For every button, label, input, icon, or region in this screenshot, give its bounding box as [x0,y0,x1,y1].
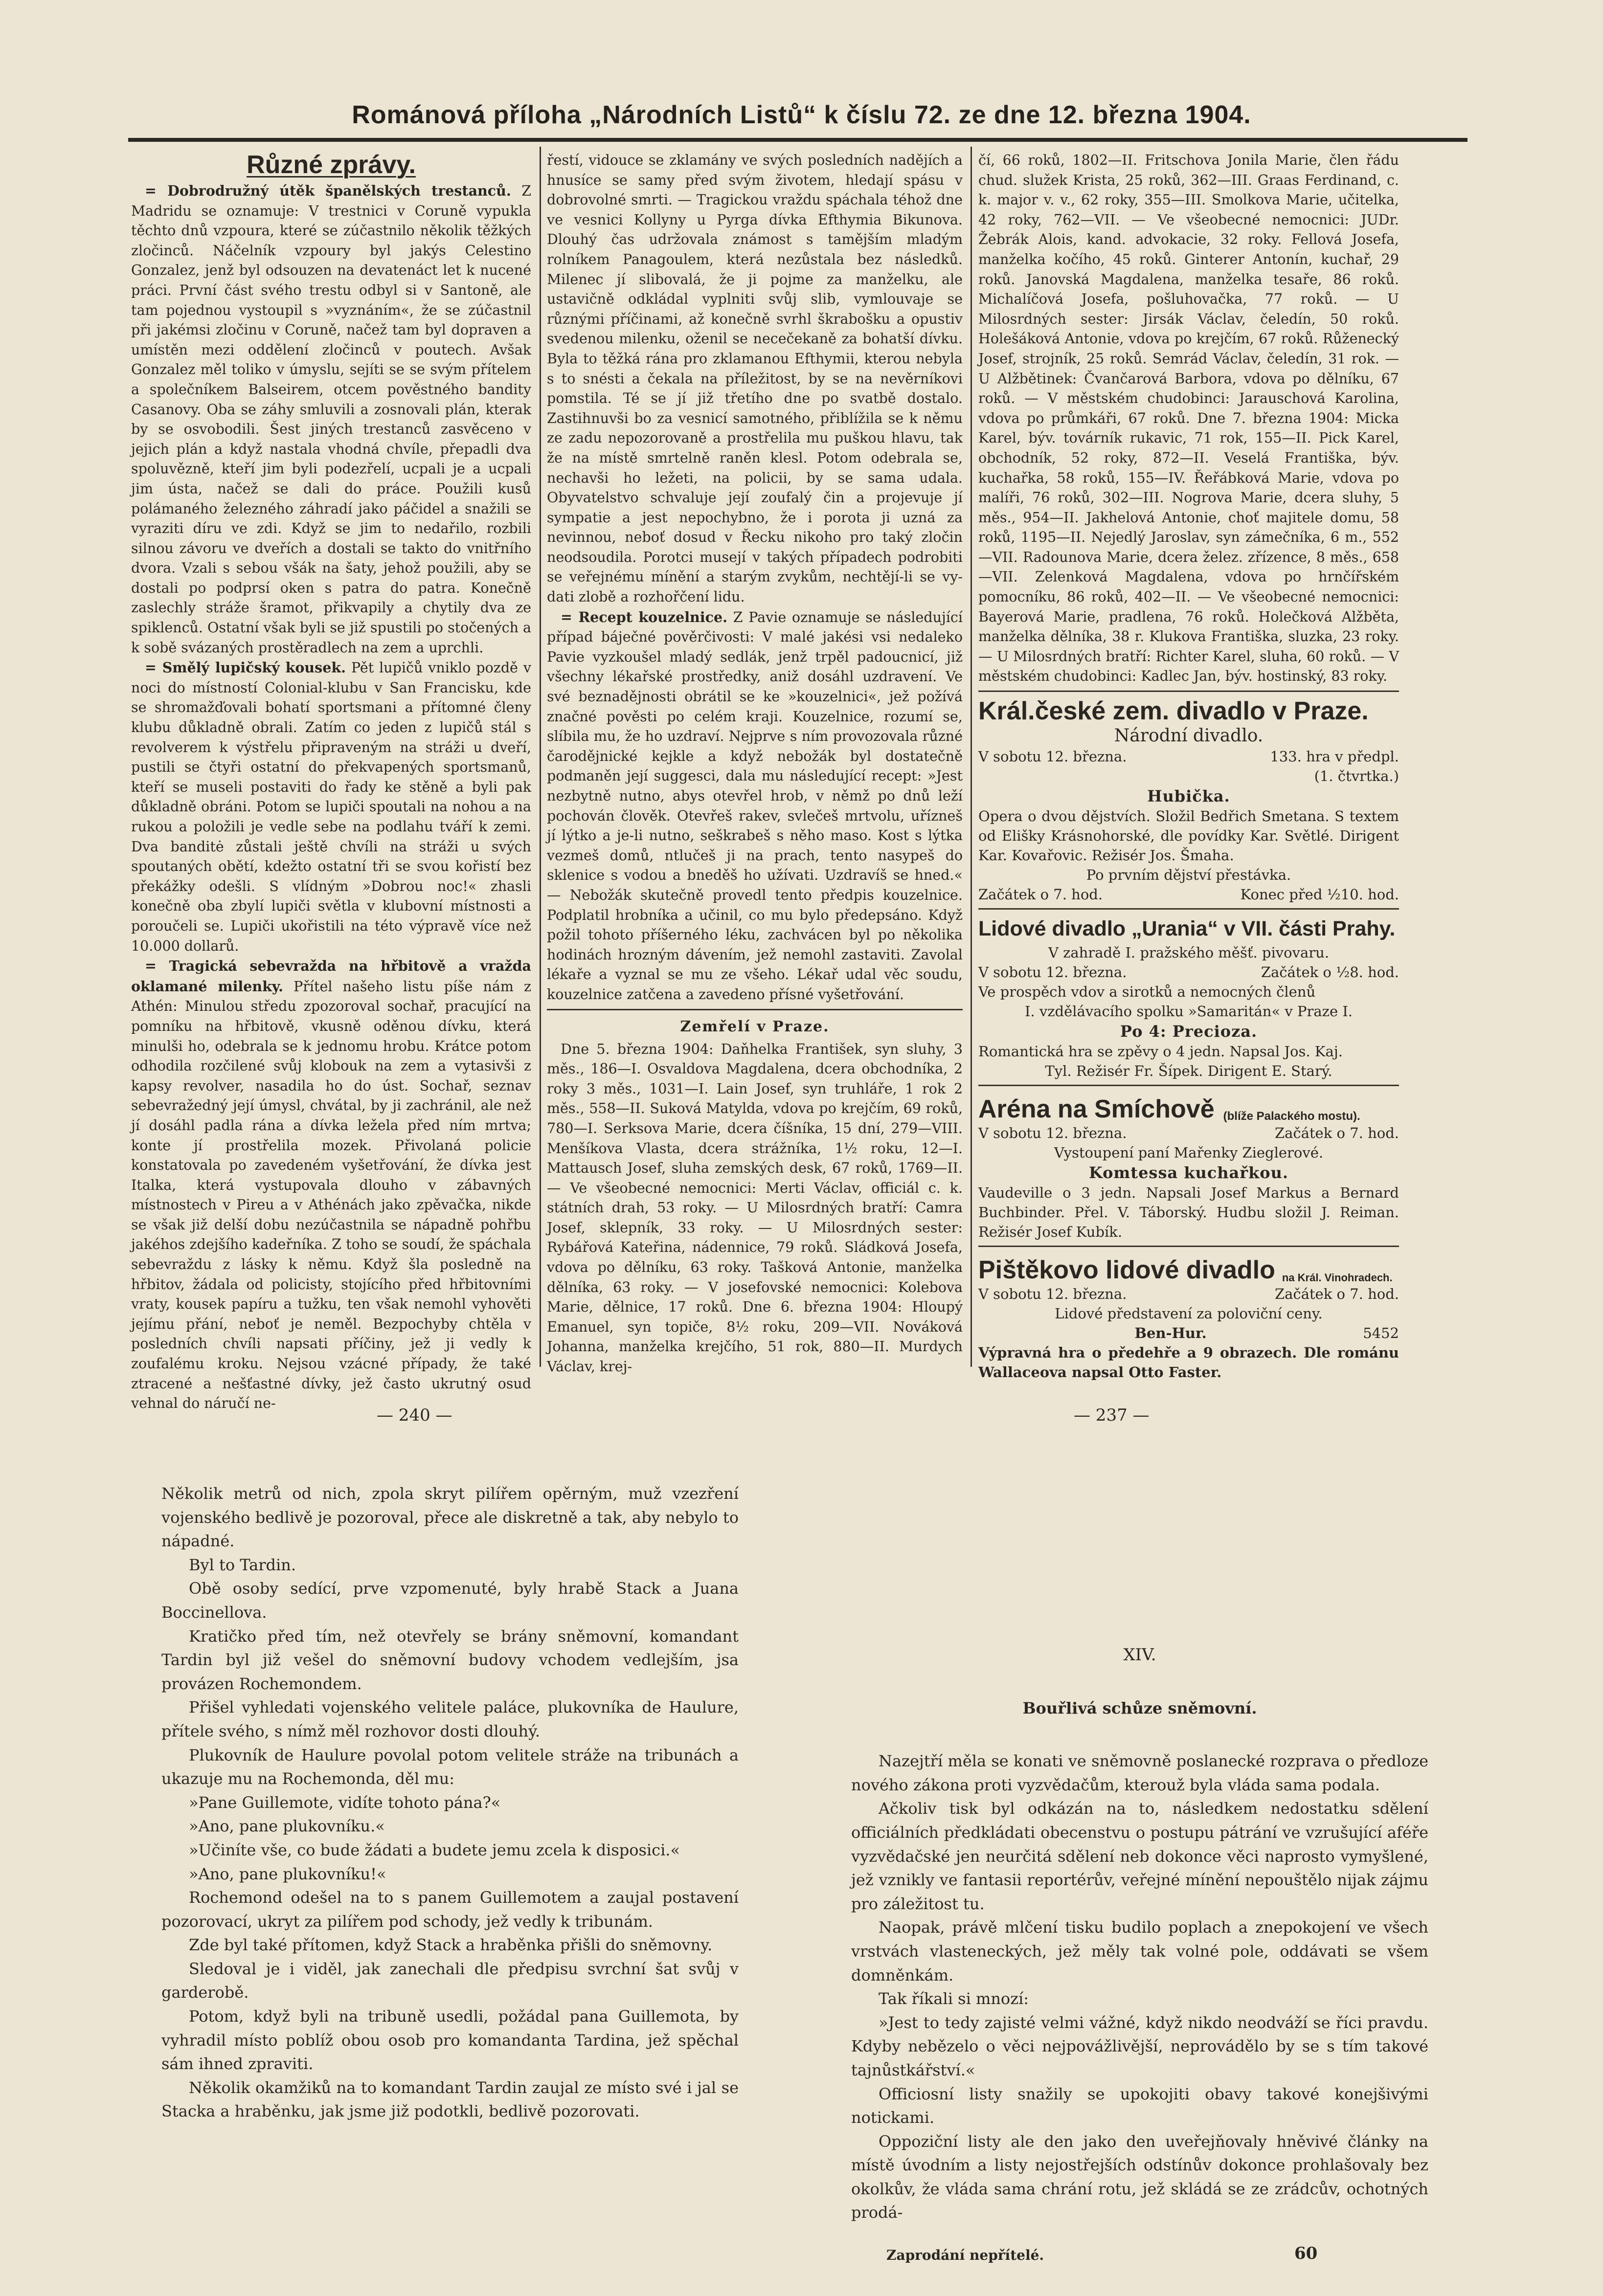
column-separator [971,147,972,1367]
novel-paragraph: Byl to Tardin. [189,1555,296,1574]
novel-paragraph: »Ano, pane plukovníku!« [189,1864,386,1883]
novel-paragraph: Naopak, právě mlčení tisku budilo poplach a znepokojení ve všech vrstvách vlasteneckých, jež měly tak volné pole, oddávati se všem domněnkám. [851,1918,1428,1984]
divider [978,908,1399,910]
theater-guest: Vystoupení paní Mařenky Zieglerové. [1054,1144,1324,1161]
news-text: Přítel našeho listu píše nám z Athén: Minulou středu zpozoroval sochař, pracující na pomníku na hřbitově, vkusně oděnou dívku, která minulši ho, odebrala se k jednomu hrobu. Krátce potom odhodila rozčilené svůj klobouk na zem a vytasivši z kapsy revolver, nasadila ho do úst. Sochař, seznav sebevražedný její úmysl, chvátal, by ji zachránil, ale než jí dosáhl padla rána a dívka ležela před ním mrtva; konte jí prostřelila mozek. Přivolaná policie konstatovala po zavedeném vyšetřování, že dívka jest Italka, která vystupovala dlouho v zábavných místnostech v Pireu a v Athénách jako zpěvačka, nikde se však již delší dobu nezúčastnila se nápadně pohřbu jakéhos zdejšího kadeřníka. Z toho se soudí, že spáchala sebevraždu z lásky k němu. Když šla posledně na hřbitov, žádala od policisty, stojícího před hřbitovními vraty, kousek papíru a tužku, ten však nemohl vyhověti jejímu přání, neboť je neměl. Bezpochyby chtěla v posledních chvíli napsati příčiny, jež ji vedly k zoufalému kroku. Nejsou vzácné případy, že také ztracené a nešťastné dívky, jež často ukrutný osud vehnal do náručí ne- [131,978,531,1412]
novel-page-240 [161,1482,739,2123]
column-separator [540,147,541,1367]
theater-line: I. vzdělávacího spolku »Samaritán« v Praze I. [1024,1003,1353,1020]
masthead-rule [128,138,1468,142]
news-item [547,607,963,1005]
deaths-list-continued: čí, 66 roků, 1802—II. Fritschova Jonila Marie, člen řádu chud. služek Krista, 25 roků, 362—III. Graas Ferdinand, c. k. major v. v., 62 roky, 355—III. Smolkova Marie, učitelka, 42 roky, 762—VII. — Ve všeobecné nemocnici: JUDr. Žebrák Alois, kand. advokacie, 32 roky. Fellová Josefa, manželka kočího, 45 roků. Ginterer Antonín, kuchař, 29 roků. Janovská Magdalena, manželka tesaře, 86 roků. Michalíčová Josefa, pošluhovačka, 77 roků. — U Milosrdných sester: Jirsák Václav, čeledín, 50 roků. Holešáková Antonie, vdova po krejčím, 67 roků. Růženecký Josef, strojník, 25 roků. Semrád Václav, čeledín, 31 rok. — U Alžbětinek: Čvančarová Barbora, vdova po dělníku, 67 roků. — V městském chudobinci: Jarauschová Karolina, vdova po průmkáři, 67 roků. Dne 7. března 1904: Micka Karel, býv. továrník rukavic, 71 rok, 155—II. Pick Karel, obchodník, 52 roky, 872—II. Veselá Františka, býv. kuchařka, 58 roků, 155—IV. Řeřábková Marie, vdova po malíři, 76 roků, 302—III. Nogrova Marie, dcera sluhy, 5 měs., 954—II. Jakhelová Antonie, choť majitele domu, 58 roků, 1195—II. Nejedlý Jaroslav, syn zámečníka, 6 m., 552—VII. Radounova Marie, dcera želez. zřízence, 8 měs., 658—VII. Zelenková Magdalena, vdova po hrnčířském pomocníku, 86 roků, 402—II. — Ve všeobecné nemocnici: Bayerová Marie, pradlena, 76 roků. Holečková Alžběta, manželka dělníka, 38 r. Klukova Františka, sluzka, 23 roky. — U Milosrdných bratří: Richter Karel, sluha, 60 roků. — V městském chudobinci: Kadlec Jan, býv. hostinský, 83 roky. [978,152,1399,685]
page-number-right: — 237 — [1074,1405,1150,1425]
deaths-list: Dne 5. března 1904: Daňhelka František, syn sluhy, 3 měs., 186—I. Osvaldova Magdalena, dcera obchodníka, 2 roky 3 měs., 1031—I. Lain Josef, syn truhláře, 1 rok 2 měs., 558—II. Suková Matylda, vdova po krejčím, 69 roků, 780—I. Serksova Marie, dcera číšníka, 15 dní, 279—VIII. Menšíkova Vlasta, dcera strážníka, 1½ roku, 12—I. Mattausch Josef, sluha zemských desk, 67 roků, 1769—II. — Ve všeobecné nemocnici: Merti Václav, officiál c. k. státních drah, 53 roky. — U Milosrdných bratří: Camra Josef, sklepník, 33 roky. — U Milosrdných sester: Rybářová Kateřina, nádennice, 79 roků. Sládková Josefa, vdova po dělníku, 63 roky. Tašková Antonie, manželka dělníka, 63 roky. — V josefovské nemocnici: Kolebova Marie, dělnice, 17 roků. Dne 6. března 1904: Hloupý Emanuel, syn topiče, 8½ roku, 209—VII. Nováková Johanna, manželka krejčího, 51 rok, 880—II. Murdych Václav, krej- [547,1041,963,1375]
theater-play: Komtessa kuchařkou. [1088,1163,1289,1182]
theater-play: Hubička. [1147,787,1230,806]
news-headline: = Tragická sebevražda na hřbitově a vražda oklamané milenky. [131,958,531,995]
theater-desc: Opera o dvou dějstvích. Složil Bedřich Smetana. S textem od Elišky Krásnohorské, dle povídky Kar. Světlé. Dirigent Kar. Kovařovic. Režisér Jos. Šmaha. [978,808,1399,864]
theater-date: V sobotu 12. března. [978,1286,1127,1303]
novel-paragraph: Sledoval je i viděl, jak zanechali dle předpisu svrchní šat svůj v garderobě. [161,1959,739,2002]
column-1 [131,151,531,1414]
novel-paragraph: »Učiníte vše, co bude žádati a budete jemu zcela k disposici.« [189,1840,680,1859]
theater-line: Tyl. Režisér Fr. Šípek. Dirigent E. Starý. [1045,1063,1332,1080]
theater-line: Ve prospěch vdov a sirotků a nemocných členů [978,983,1316,1001]
ad-number: 5452 [1363,1325,1399,1342]
theater-date: V sobotu 12. března. [978,964,1127,981]
novel-paragraph: Obě osoby sedící, prve vzpomenuté, byly hrabě Stack a Juana Boccinellova. [161,1579,739,1622]
novel-paragraph: Oppoziční listy ale den jako den uveřejňovaly hněvivé články na místě úvodním a listy nejostřejších odstínův dokonce prohlašovaly bez okolkův, že vláda sama chrání rotu, jež skládá se ze zrádcův, ochotných prodá- [851,2132,1428,2222]
novel-paragraph: »Pane Guillemote, vidíte tohoto pána?« [189,1793,501,1812]
theater-perf-note: (1. čtvrtka.) [1314,768,1399,785]
theater-title: Aréna na Smíchově [978,1095,1215,1124]
novel-paragraph: Tak říkali si mnozí: [879,1989,1029,2008]
novel-paragraph: Několik okamžiků na to komandant Tardin zaujal ze místo své i jal se Stacka a hraběnku, jak jsme již podotkli, bedlivě pozorovati. [161,2078,739,2121]
news-headline: = Recept kouzelnice. [561,608,727,625]
theater-date: V sobotu 12. března. [978,748,1127,765]
novel-paragraph: Několik metrů od nich, zpola skryt pilířem opěrným, muž vzezření vojenského bedlivě je pozoroval, přece ale diskretně a tak, aby nebylo to nápadné. [161,1484,739,1551]
news-text: řestí, vidouce se zklamány ve svých posledních nadějích a hnusíce se samy před svým životem, hledají spásu v dobrovolné smrti. — Tragickou vraždu spáchala téhož dne ve vesnici Kollyny u Pyrga dívka Efthymia Bikunova. Dlouhý čas udržovala známost s tamějším mladým rolníkem Panagoulem, která nezůstala bez následků. Milenec jí slibovalá, že ji pojme za manželku, ale ustavičně odkládal vyplniti svůj slib, vymlouvaje se různými příčinami, až konečně svrhl škrabošku a opustiv svedenou milenku, oženil se necečekaně za bohatší dívku. Byla to těžká rána pro zklamanou Efthymii, kterou nebyla s to snésti a čekala na příležitost, by se na nevěrníkovi pomstila. Té se jí již třetího dne po svatbě dostalo. Zastihnuvši bo za vesnicí samotného, přiblížila se k němu ze zadu nepozorovaně a prostřelila mu puškou hlavu, tak že na místě smrtelně raněn klesl. Potom odebrala se, nechavši ho ležeti, na policii, by se sama udala. Obyvatelstvo schvaluje její zoufalý čin a projevuje jí sympatie a jest nepochybno, že i porota ji uzná za nevinnou, neboť dosud v Řecku nikoho pro taký zločin neodsoudila. Porotci musejí v takých případech podrobiti se veřejnému mínění a starým zvykům, nechtějí-li se vydati zlobě a rozhořčení lidu. [547,152,963,605]
theater-start: Začátek o 7. hod. [1274,1286,1399,1303]
deaths-title: Zemřelí v Praze. [680,1018,830,1035]
theater-start: Začátek o 7. hod. [978,886,1103,903]
divider [547,1009,963,1010]
novel-paragraph: Officiosní listy snažily se upokojiti obavy takové konejšivými notickami. [851,2084,1428,2127]
theater-date: V sobotu 12. března. [978,1125,1127,1142]
news-item [131,956,531,1414]
running-footer: Zaprodání nepřítelé. [886,2247,1044,2263]
theater-start: Začátek o ½8. hod. [1261,964,1399,981]
page-number-left: — 240 — [377,1405,452,1425]
news-headline: = Smělý lupičský kousek. [145,659,346,676]
theater-subtitle: V zahradě I. pražského měšť. pivovaru. [1048,944,1330,961]
news-headline: = Dobrodružný útěk španělských trestanců. [145,182,511,199]
theater-title: Král.české zem. divadlo v Praze. [978,697,1369,726]
news-item [131,181,531,658]
novel-paragraph: Potom, když byli na tribuně usedli, požádal pana Guillemota, by vyhradil místo poblíž obou osob pro komandanta Tardina, jež spěchal sám ihned zpraviti. [161,2007,739,2073]
section-title: Různé zprávy. [247,151,416,179]
chapter-title: Bouřlivá schůze sněmovní. [1022,1698,1257,1717]
theater-note: Po prvním dějství přestávka. [1086,867,1291,884]
theater-title: Pištěkovo lidové divadlo [978,1256,1275,1285]
theater-play: Po 4: Precioza. [1120,1022,1258,1041]
theater-perf: 133. hra v předpl. [1270,748,1399,765]
novel-paragraph: »Jest to tedy zajisté velmi vážné, když nikdo neodváží se říci pravdu. Kdyby nebězelo o věci nejpovážlivější, neprovádělo by se s tím takové tajnůstkářství.« [851,2013,1428,2079]
novel-paragraph: Ačkoliv tisk byl odkázán na to, následkem nedostatku sdělení officiálních předkládati obecenstvu o postupu pátrání ve vzrušující aféře vyzvědačské jen neurčitá sdělení neb dokonce věci naprosto vymyšlené, jež vznikly ve fantasii reportérův, veřejné mínění nepouštělo nijak zájmu pro záležitost tu. [851,1799,1428,1913]
theater-location-note: na Král. Vinohradech. [1282,1271,1393,1284]
theater-title: Lidové divadlo „Urania“ v VII. části Prahy. [978,917,1396,941]
column-2 [547,151,963,1377]
divider [978,1085,1399,1086]
news-item [131,658,531,956]
novel-paragraph: Kratičko před tím, než otevřely se brány sněmovní, komandant Tardin byl již vešel do sněmovní budovy vchodem vedlejším, jsa provázen Rochemondem. [161,1627,739,1693]
theater-line: Romantická hra se zpěvy o 4 jedn. Napsal Jos. Kaj. [978,1043,1343,1060]
masthead: Románová příloha „Národních Listů“ k číslu 72. ze dne 12. března 1904. [352,101,1251,129]
novel-paragraph: Rochemond odešel na to s panem Guillemotem a zaujal postavení pozorovací, ukryt za pilířem pod schody, jež vedly k tribunám. [161,1888,739,1931]
novel-paragraph: Nazejtří měla se konati ve sněmovně poslanecké rozprava o předloze nového zákona proti vyzvědačům, kterouž byla vláda sama podala. [851,1752,1428,1794]
theater-subtitle: Národní divadlo. [1114,726,1264,746]
novel-paragraph: Přišel vyhledati vojenského velitele paláce, plukovníka de Haulure, přítele svého, s nímž měl rozhovor dosti dlouhý. [161,1698,739,1740]
novel-page-237 [851,1643,1428,2225]
news-text: Z Pavie oznamuje se následující případ báječné pověrčivosti: V malé jakési vsi nedaleko Pavie vyzkoušel mladý sedlák, jenž trpěl padoucnicí, již všechny lékařské prostředky, aniž dosáhl uzdravení. Ve své beznadějnosti obrátil se ke »kouzelnici«, jež požívá značné pověsti po celém kraji. Kouzelnice, rozumí se, slíbila mu, že ho uzdraví. Nejprve s ním provozovala různé čarodějnické kejkle a když nebožák byl dostatečně podmaněn její suggesci, dala mu následující recept: »Jest nezbytně nutno, abys otevřel hrob, v němž po dnů leží pochován člověk. Otevřeš rakev, svlečeš mrtvolu, uřízneš jí lýtko a je-li nutno, seškrabeš s něho maso. Kost s lýtka vezmeš domů, ntlučeš ji na prach, tento nasypeš do sklenice s vodou a bneděš ho užívati. Uzdravíš se hned.« — Nebožák skutečně provedl tento předpis kouzelnice. Podplatil hrobníka a učinil, co mu bylo předepsáno. Když požil tohoto příšerného léku, zachvácen byl po několika hodinách hrozným dávením, jež nemohl zastaviti. Zavolal lékaře a vyznal se mu ze všeho. Lékař udal věc soudu, kouzelnice zatčena a zavedeno přísné vyšetřování. [547,609,963,1003]
theater-start: Začátek o 7. hod. [1274,1125,1399,1142]
divider [978,691,1399,692]
theater-location-note: (blíže Palackého mostu). [1223,1110,1360,1123]
divider [978,1246,1399,1247]
column-3 [978,151,1399,1382]
theater-desc: Vaudeville o 3 jedn. Napsali Josef Markus a Bernard Buchbinder. Přel. V. Táborský. Hudbu složil J. Reiman. Režisér Josef Kubík. [978,1184,1399,1241]
theater-end: Konec před ½10. hod. [1240,886,1399,903]
theater-play: Ben-Hur. [1134,1325,1207,1342]
theater-desc: Výpravná hra o předehře a 9 obrazech. Dle románu Wallaceova napsal Otto Faster. [978,1344,1399,1381]
novel-paragraph: Zde byl také přítomen, když Stack a hraběnka přišli do sněmovny. [189,1936,713,1955]
novel-paragraph: »Ano, pane plukovníku.« [189,1817,385,1836]
chapter-number: XIV. [1123,1645,1156,1665]
news-text: Z Madridu se oznamuje: V trestnici v Coruně vypukla těchto dnů vzpoura, které se zúčastnilo několik těžkých zločinců. Náčelník vzpoury byl jakýs Celestino Gonzalez, jenž byl odsouzen na devatenáct let k nucené práci. První část svého trestu odbyl si v Santoně, ale tam pojednou vystoupil s »vyznáním«, že se zúčastnil při jakémsi zločinu v Coruně, načež tam byl dopraven a umístěn mezi oddělení zločinců v poutech. Avšak Gonzalez měl toliko v úmyslu, sejíti se se svým přítelem a společníkem Balseirem, otcem pověstného bandity Casanovy. Oba se záhy smluvili a zosnovali plán, kterak by se osvobodili. Šest jiných trestanců zasvěceno v jejich plán a když nastala vhodná chvíle, přepadli dva spoluvězně, kteří jim byli podezřelí, ucpali je a ucpali jim ústa, načež se dali do práce. Použili kusů polámaného železného záhradí jako páčidel a snažili se vyraziti díru ve zdi. Když se jim to nedařilo, rozbili silnou závoru ve dveřích a dostali se takto do vnitřního dvora. Vzali s sebou všák na šaty, jehož použili, aby se dostali po podprsí oken s patra do patra. Konečně zaslechly stráže šramot, přikvapily a chytily dva ze spiklenců. Ostatní však byli se již spustili po stočených a k sobě svázaných prostěradlech na zem a uprchli. [131,183,531,656]
news-text: Pět lupičů vniklo pozdě v noci do místností Colonial-klubu v San Francisku, kde se shromažďovali bohatí sportsmani a přítomné členy klubu důkladně obrali. Zatím co jeden z lupičů stál s revolverem k výstřelu připraveným na stráži u dveří, pustili se čtyři ostatní do překvapených sportsmanů, kteří se museli postaviti do řady ke stěně a byli pak důkladně obráni. Potom se lupiči spoutali na nohou a na rukou a položili je vedle sebe na podlahu tváří k zemi. Dva banditė zůstali ještě chvíli na stráži u svých spoutaných obětí, kdežto ostatní tři se svou kořistí bez překážky odešli. S vlídným »Dobrou noc!« zhasli konečně oba zbylí lupiči světla v klubovní místnosti a poroučeli se. Lupiči ukořistili na této výpravě více než 10.000 dollarů. [131,660,532,954]
novel-paragraph: Plukovník de Haulure povolal potom velitele stráže na tribunách a ukazuje mu na Rochemonda, děl mu: [161,1745,739,1788]
theater-line: Lidové představení za poloviční ceny. [1055,1305,1323,1322]
signature-number: 60 [1294,2244,1318,2263]
